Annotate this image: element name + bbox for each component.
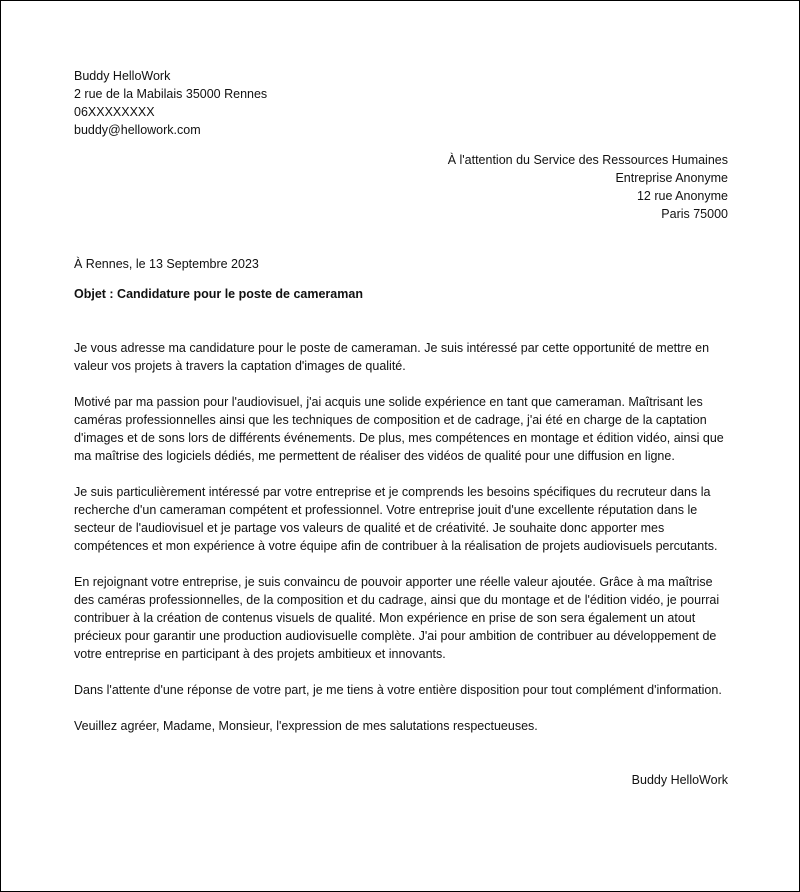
body-paragraph: Motivé par ma passion pour l'audiovisuel, j'ai acquis une solide expérience en tant que cameraman. Maîtrisant les caméras professionnelles ainsi que les techniques de composition et de cadrage, j'ai été en charge de la captation d'images et de sons lors de différents événements. De plus, mes compétences en montage et édition vidéo, ainsi que ma maîtrise des logiciels dédiés, me permettent de réaliser des vidéos de qualité pour une diffusion en ligne. bbox=[74, 395, 724, 463]
letter-content bbox=[74, 67, 728, 789]
sender-phone: 06XXXXXXXX bbox=[74, 105, 155, 119]
recipient-company: Entreprise Anonyme bbox=[615, 171, 728, 185]
body-paragraph: Je suis particulièrement intéressé par votre entreprise et je comprends les besoins spécifiques du recruteur dans la recherche d'un cameraman compétent et professionnel. Votre entreprise jouit d'une excellente réputation dans le secteur de l'audiovisuel et je partage vos valeurs de qualité et de créativité. Je souhaite donc apporter mes compétences et mon expérience à votre équipe afin de contribuer à la réalisation de projets audiovisuels percutants. bbox=[74, 485, 718, 553]
body-paragraph: Je vous adresse ma candidature pour le poste de cameraman. Je suis intéressé par cette opportunité de mettre en valeur vos projets à travers la captation d'images de qualité. bbox=[74, 341, 710, 373]
recipient-block bbox=[74, 151, 728, 223]
recipient-street: 12 rue Anonyme bbox=[636, 189, 728, 203]
sender-email: buddy@hellowork.com bbox=[74, 123, 201, 137]
date-line: À Rennes, le 13 Septembre 2023 bbox=[74, 257, 259, 271]
body-paragraph: En rejoignant votre entreprise, je suis convaincu de pouvoir apporter une réelle valeur ajoutée. Grâce à ma maîtrise des caméras professionnelles, de la composition et du cadrage, ainsi que du montage et de l'édition vidéo, je pourrai contribuer à la création de contenus visuels de qualité. Mon expérience en prise de son sera également un atout précieux pour garantir une production audiovisuelle complète. J'ai pour ambition de contribuer au développement de votre entreprise en participant à des projets ambitieux et innovants. bbox=[74, 575, 720, 661]
closing-paragraph: Veuillez agréer, Madame, Monsieur, l'expression de mes salutations respectueuses. bbox=[74, 719, 538, 733]
recipient-attention: À l'attention du Service des Ressources Humaines bbox=[447, 153, 728, 167]
subject-line: Objet : Candidature pour le poste de cameraman bbox=[74, 287, 363, 301]
recipient-city: Paris 75000 bbox=[661, 207, 728, 221]
letter-body bbox=[74, 339, 728, 735]
sender-name: Buddy HelloWork bbox=[74, 69, 171, 83]
sender-block bbox=[74, 67, 728, 139]
sender-address: 2 rue de la Mabilais 35000 Rennes bbox=[74, 87, 268, 101]
signature: Buddy HelloWork bbox=[631, 773, 728, 787]
body-paragraph: Dans l'attente d'une réponse de votre part, je me tiens à votre entière disposition pour tout complément d'information. bbox=[74, 683, 722, 697]
